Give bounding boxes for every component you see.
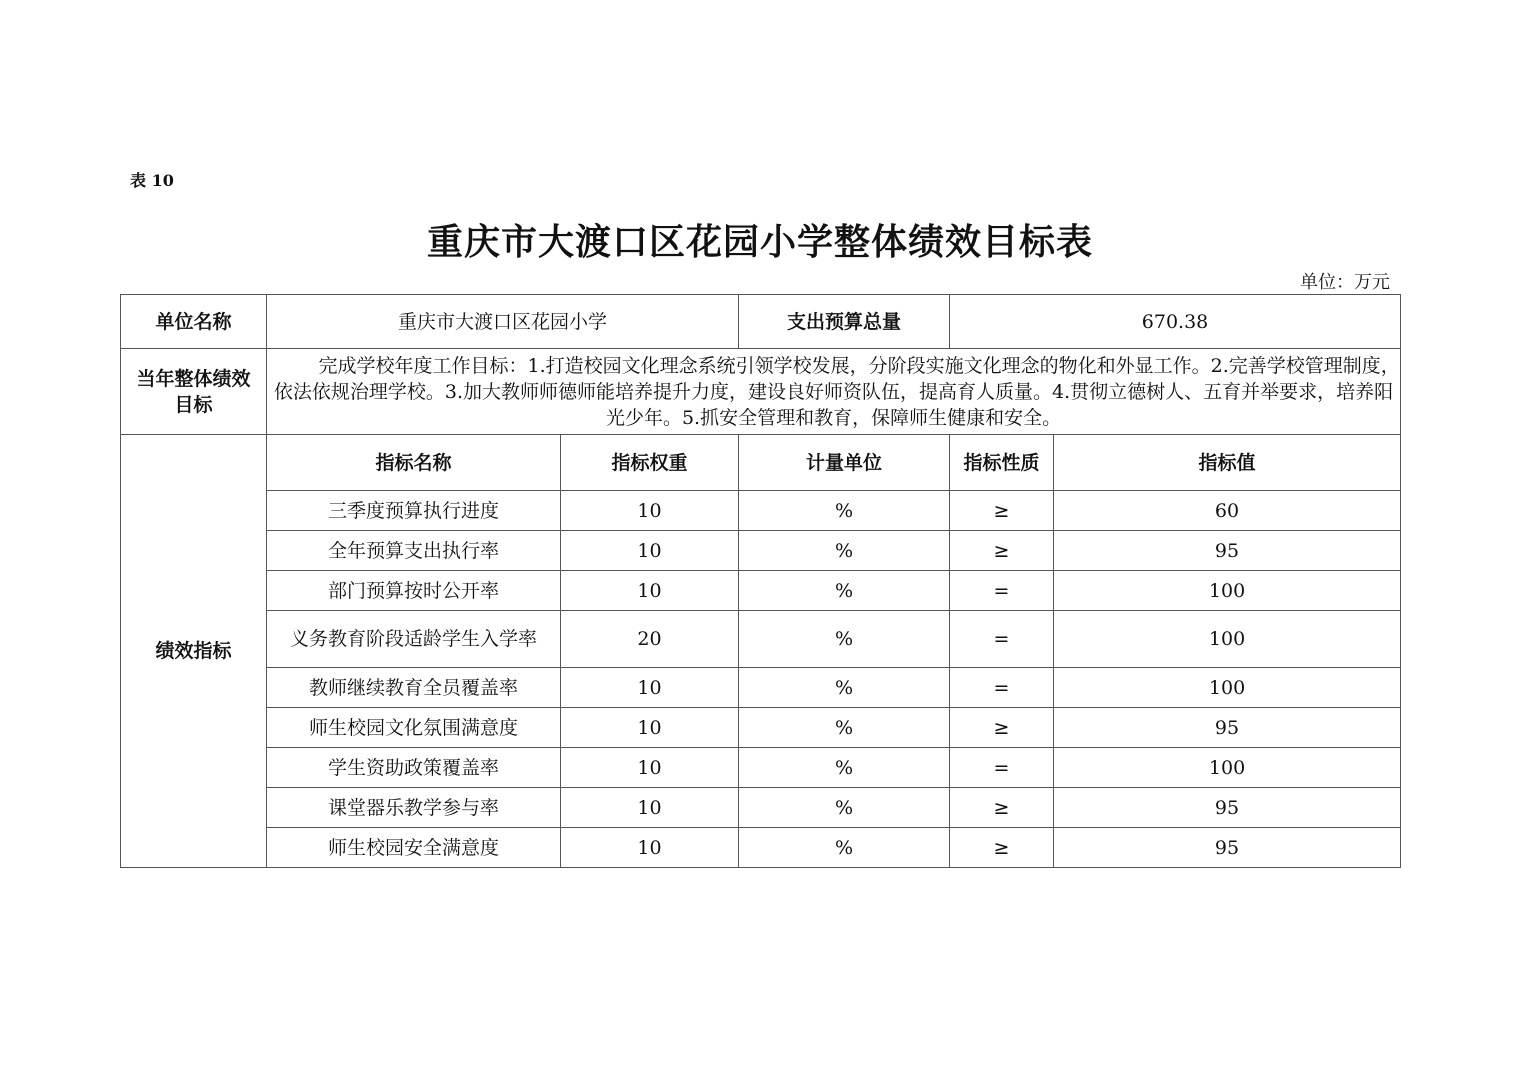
- table-row: [121, 788, 1401, 828]
- unit-info-row: [121, 295, 1401, 349]
- indicator-nature: ≥: [950, 531, 1054, 571]
- indicator-weight: 10: [561, 828, 739, 868]
- indicator-weight: 10: [561, 491, 739, 531]
- unit-name-label: 单位名称: [121, 295, 267, 349]
- table-row: [121, 668, 1401, 708]
- indicator-name: 全年预算支出执行率: [267, 531, 561, 571]
- column-header-weight: 指标权重: [561, 435, 739, 491]
- indicator-weight: 10: [561, 708, 739, 748]
- indicator-nature: ≥: [950, 491, 1054, 531]
- annual-goal-row: [121, 349, 1401, 435]
- indicator-value: 100: [1054, 748, 1401, 788]
- indicator-weight: 10: [561, 788, 739, 828]
- indicator-name: 学生资助政策覆盖率: [267, 748, 561, 788]
- indicator-unit: %: [739, 531, 950, 571]
- budget-total-label: 支出预算总量: [739, 295, 950, 349]
- indicator-value: 95: [1054, 828, 1401, 868]
- table-row: [121, 571, 1401, 611]
- table-row: [121, 748, 1401, 788]
- table-number-label: 表 10: [130, 171, 174, 190]
- indicator-name: 部门预算按时公开率: [267, 571, 561, 611]
- indicator-name: 师生校园安全满意度: [267, 828, 561, 868]
- column-header-unit: 计量单位: [739, 435, 950, 491]
- indicator-header-row: [121, 435, 1401, 491]
- indicator-weight: 20: [561, 611, 739, 668]
- indicator-nature: =: [950, 611, 1054, 668]
- indicator-weight: 10: [561, 571, 739, 611]
- page-title: 重庆市大渡口区花园小学整体绩效目标表: [426, 222, 1093, 263]
- table-row: [121, 611, 1401, 668]
- budget-total-value: 670.38: [950, 295, 1401, 349]
- indicator-unit: %: [739, 748, 950, 788]
- indicator-unit: %: [739, 611, 950, 668]
- performance-target-table: [120, 294, 1401, 868]
- indicator-section-label: 绩效指标: [121, 435, 267, 868]
- indicator-unit: %: [739, 828, 950, 868]
- indicator-nature: ≥: [950, 828, 1054, 868]
- indicator-value: 95: [1054, 788, 1401, 828]
- indicator-unit: %: [739, 491, 950, 531]
- indicator-weight: 10: [561, 531, 739, 571]
- indicator-value: 100: [1054, 611, 1401, 668]
- table-row: [121, 708, 1401, 748]
- column-header-name: 指标名称: [267, 435, 561, 491]
- indicator-weight: 10: [561, 668, 739, 708]
- table-row: [121, 531, 1401, 571]
- column-header-value: 指标值: [1054, 435, 1401, 491]
- indicator-value: 95: [1054, 708, 1401, 748]
- table-row: [121, 491, 1401, 531]
- indicator-name: 课堂器乐教学参与率: [267, 788, 561, 828]
- annual-goal-text: 完成学校年度工作目标：1.打造校园文化理念系统引领学校发展，分阶段实施文化理念的物化和外显工作。2.完善学校管理制度，依法依规治理学校。3.加大教师师德师能培养提升力度，建设良好师资队伍，提高育人质量。4.贯彻立德树人、五育并举要求，培养阳光少年。5.抓安全管理和教育，保障师生健康和安全。: [273, 354, 1400, 429]
- indicator-nature: =: [950, 668, 1054, 708]
- indicator-weight: 10: [561, 748, 739, 788]
- indicator-value: 100: [1054, 571, 1401, 611]
- indicator-value: 60: [1054, 491, 1401, 531]
- unit-note: 单位：万元: [1300, 272, 1390, 293]
- indicator-unit: %: [739, 571, 950, 611]
- table-row: [121, 828, 1401, 868]
- annual-goal-label: 当年整体绩效目标: [121, 349, 267, 435]
- indicator-name: 义务教育阶段适龄学生入学率: [267, 611, 561, 668]
- indicator-unit: %: [739, 788, 950, 828]
- indicator-value: 100: [1054, 668, 1401, 708]
- indicator-name: 教师继续教育全员覆盖率: [267, 668, 561, 708]
- unit-name-value: 重庆市大渡口区花园小学: [267, 295, 739, 349]
- indicator-nature: =: [950, 748, 1054, 788]
- indicator-unit: %: [739, 668, 950, 708]
- indicator-name: 三季度预算执行进度: [267, 491, 561, 531]
- column-header-nature: 指标性质: [950, 435, 1054, 491]
- indicator-nature: ≥: [950, 788, 1054, 828]
- indicator-name: 师生校园文化氛围满意度: [267, 708, 561, 748]
- indicator-nature: =: [950, 571, 1054, 611]
- indicator-unit: %: [739, 708, 950, 748]
- indicator-value: 95: [1054, 531, 1401, 571]
- annual-goal-cell: [267, 349, 1401, 435]
- indicator-nature: ≥: [950, 708, 1054, 748]
